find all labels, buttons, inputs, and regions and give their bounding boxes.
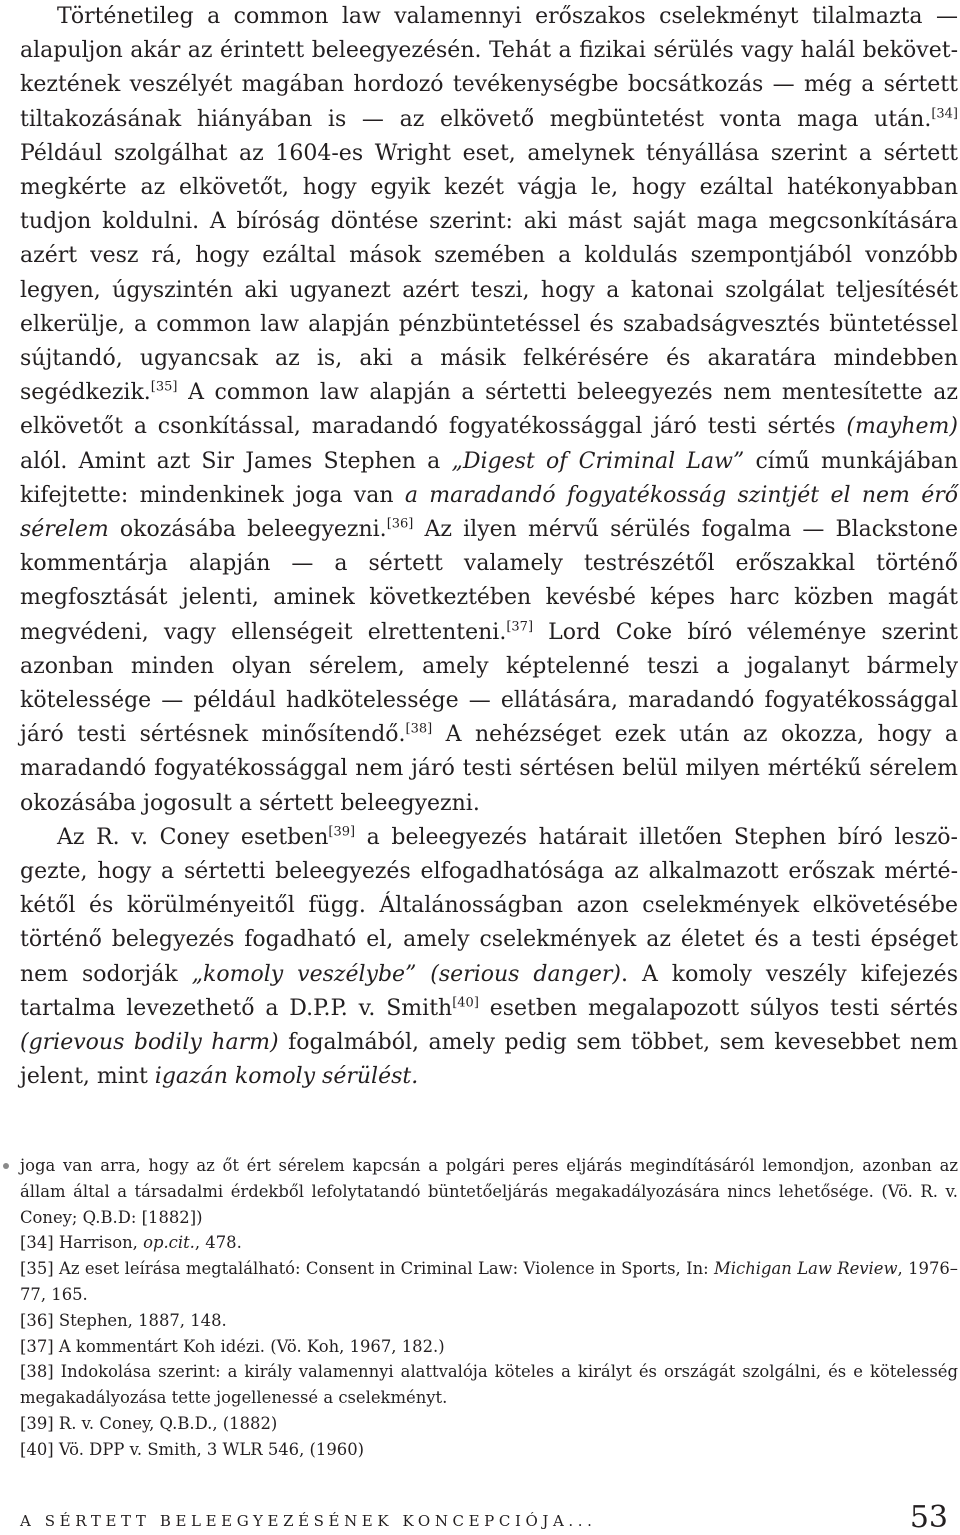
paragraph-2 [20, 821, 958, 1095]
footnote-italic: op.cit. [143, 1233, 195, 1253]
footnote-39: [39] R. v. Coney, Q.B.D., (1882) [20, 1413, 278, 1433]
italic-quote: „komoly veszélybe” (serious danger) [191, 961, 621, 987]
text-run: Az ilyen mérvű sérülés fogalma — Blackstone kommentárja alapján — a sértett valamely testrészétől erőszakkal történő megfosztását jelenti, aminek következtében kevésbé képes harc közben magát megvédeni, vagy ellenségeit elrettenteni. [20, 517, 959, 645]
text-run: fogalmából, amely pedig sem többet, sem kevesebbet nem jelent, mint [20, 1030, 959, 1090]
text-run: A nehézséget ezek után az okozza, hogy a maradandó fogyatékossággal nem járó testi sértésen belül milyen mértékű sérelem okozásába jogosult a sértett beleegyezni. [20, 722, 958, 816]
footnote-italic: Michigan Law Review [714, 1259, 898, 1279]
footnote-38: [38] Indokolása szerint: a király valamennyi alattvalója köteles a királyt és országát szolgálni, és e kötelesség megakadályozása tette jogellenessé a cselekményt. [20, 1362, 958, 1408]
text-run: alól. Amint azt Sir James Stephen a [20, 448, 452, 474]
italic-term: (grievous bodily harm) [20, 1030, 279, 1056]
text-run: esetben megalapozott súlyos testi sértés [478, 995, 958, 1021]
text-run: . A komoly veszély kifejezés tartalma levezethető a D.P.P. v. Smith [20, 961, 958, 1021]
text-run: A common law alapján a sértetti beleegyezés nem mentesítette az elkövetőt a csonkítással, maradandó fogyatékossággal járó testi sértés [20, 380, 958, 440]
footnote-ref-34[interactable]: [34] [931, 106, 958, 122]
italic-title: „Digest of Criminal Law” [451, 448, 745, 474]
text-run: a beleegyezés határait illetően Stephen bíró leszögezte, hogy a sértetti beleegyezés elfogadhatósága az alkalmazott erőszak mértékétől és körülményeitől függ. Általánosságban azon cselekmények elkövetésébe történő belegyezés fogadható el, amely cselekmények az életet és a testi épséget nem sodorják [20, 824, 958, 987]
italic-quote: a maradandó fogyatékosság szintjét el nem érő sérelem [20, 482, 958, 543]
footnote-continued: joga van arra, hogy az őt ért sérelem kapcsán a polgári peres eljárás megindításáról lemondjon, azonban az állam által a társadalmi érdekből lefolytatandó büntetőeljárás megakadályozására nincs lehetősége. (Vö. R. v. Coney; Q.B.D: [1882]) [20, 1156, 958, 1227]
main-text [20, 0, 958, 1095]
footnote-text: [34] Harrison, [20, 1233, 144, 1253]
footnotes [20, 1153, 958, 1463]
paragraph-1 [20, 0, 958, 821]
text-run: Lord Coke bíró véleménye szerint azonban minden olyan sérelem, amely képtelenné teszi a jogalanyt bármely kötelessége — például hadkötelessége — ellátására, maradandó fogyatékossággal járó testi sértésnek minősítendő. [20, 619, 959, 748]
text-run: okozásába beleegyezni. [108, 517, 387, 543]
text-run: Például szolgálhat az 1604-es Wright eset, amelynek tényállása szerint a sértett megkérte az elkövetőt, hogy egyik kezét vágja le, hogy ezáltal hatékonyabban tudjon koldulni. A bíróság döntése szerint: aki mást saját maga megcsonkítására azért vesz rá, hogy ezáltal mások szemében a koldulás szempontjából vonzóbb legyen, úgyszintén aki ugyanezt azért teszi, hogy a katonai szolgálat teljesítését elkerülje, a common law alapján pénzbüntetéssel és szabadságvesztés büntetéssel sújtandó, ugyancsak az is, aki a másik felkérésére és akaratára mindebben segédkezik. [20, 140, 958, 406]
text-run: Az R. v. Coney esetben [57, 824, 329, 850]
page-footer [20, 1500, 958, 1534]
document-page [20, 0, 959, 1535]
footnote-ref-35[interactable]: [35] [150, 379, 178, 395]
running-title: A SÉRTETT BELEEGYEZÉSÉNEK KONCEPCIÓJA... [20, 1512, 597, 1530]
footnote-text: , 478. [194, 1233, 242, 1253]
bullet-icon [3, 1163, 9, 1169]
footnote-ref-40[interactable]: [40] [452, 995, 479, 1011]
footnote-ref-39[interactable]: [39] [328, 824, 356, 840]
footnote-ref-36[interactable]: [36] [386, 516, 414, 532]
footnote-35 [20, 1256, 958, 1308]
footnote-40: [40] Vö. DPP v. Smith, 3 WLR 546, (1960) [20, 1439, 365, 1459]
footnote-36: [36] Stephen, 1887, 148. [20, 1310, 227, 1330]
italic-term: (mayhem) [846, 414, 958, 440]
footnote-37: [37] A kommentárt Koh idézi. (Vö. Koh, 1967, 182.) [20, 1336, 445, 1356]
italic-quote: igazán komoly sérülést. [154, 1064, 419, 1090]
footnote-ref-38[interactable]: [38] [405, 721, 433, 737]
footnote-text: , 1976–77, 165. [20, 1259, 958, 1304]
footnote-ref-37[interactable]: [37] [506, 619, 534, 635]
page-number: 53 [909, 1500, 948, 1535]
text-run: Történetileg a common law valamennyi erőszakos cselekményt tilalmazta — alapuljon akár az érintett beleegyezésén. Tehát a fizikai sérülés vagy halál bekövetkeztének veszélyét magában hordozó tevékenységbe bocsátkozás — még a sértett tiltakozásának hiányában is — az elkövető megbüntetést vonta maga után. [20, 4, 958, 132]
footnote-34 [20, 1230, 958, 1256]
footnote-text: [35] Az eset leírása megtalálható: Consent in Criminal Law: Violence in Sports, In: [20, 1259, 715, 1279]
text-run: című munkájában kifejtette: mindenkinek joga van [20, 448, 958, 508]
